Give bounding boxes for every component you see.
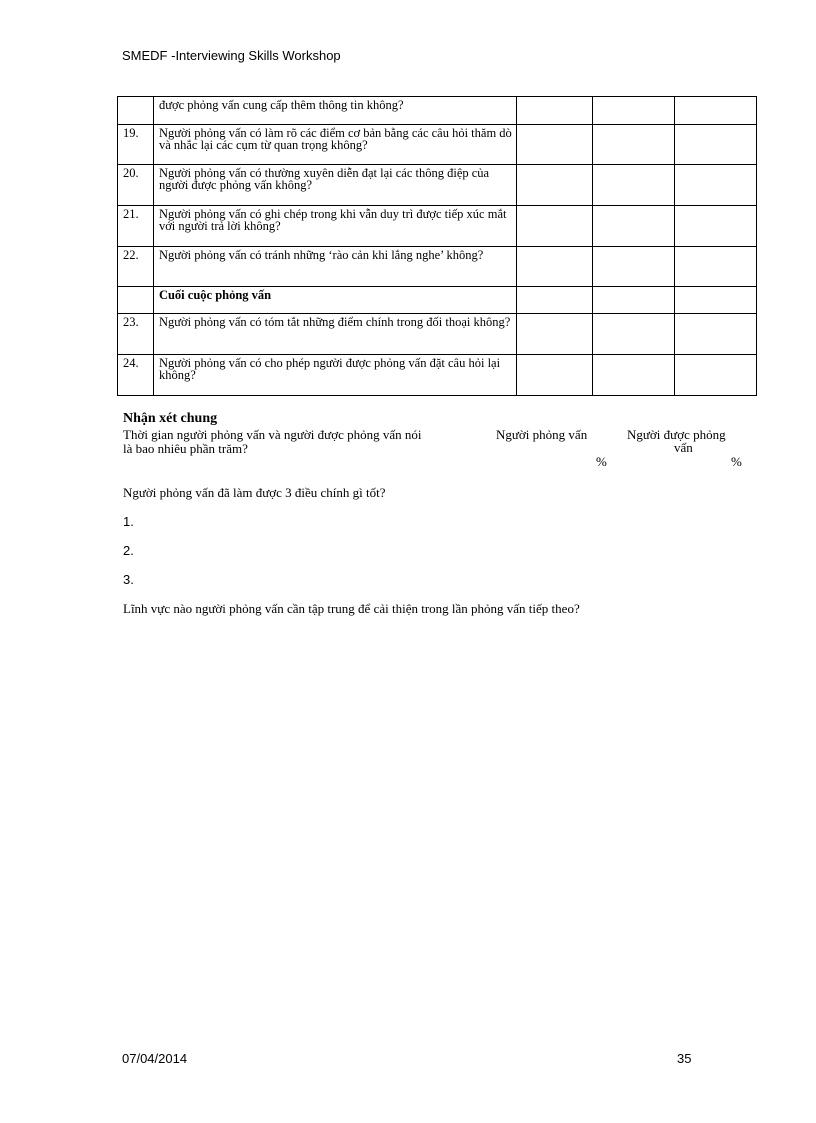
question-number: 20. [118, 165, 154, 206]
evaluation-table [117, 96, 757, 396]
answer-cell [517, 287, 593, 314]
footer-date: 07/04/2014 [122, 1051, 188, 1066]
question-text: Người phỏng vấn có tóm tắt những điểm chính trong đối thoại không? [153, 314, 516, 355]
question-text: Người phỏng vấn có tránh những ‘rào cản khi lắng nghe’ không? [153, 247, 516, 287]
answer-cell [517, 206, 593, 247]
time-question-line1: Thời gian người phỏng vấn và người được phỏng vấn nói [123, 427, 422, 442]
question-number [118, 287, 154, 314]
question-number: 21. [118, 206, 154, 247]
question-number: 23. [118, 314, 154, 355]
answer-cell [675, 125, 757, 165]
answer-cell [675, 287, 757, 314]
table-row [118, 355, 757, 396]
table-row [118, 314, 757, 355]
question-text: Cuối cuộc phỏng vấn [153, 287, 516, 314]
improve-question: Lĩnh vực nào người phỏng vấn cần tập trung để cải thiện trong lần phỏng vấn tiếp theo? [123, 601, 580, 616]
answer-cell [517, 97, 593, 125]
interviewer-column-label: Người phỏng vấn [496, 427, 588, 442]
answer-cell [517, 314, 593, 355]
answer-cell [517, 247, 593, 287]
answer-cell [675, 97, 757, 125]
answer-cell [675, 206, 757, 247]
answer-cell [517, 165, 593, 206]
table-row [118, 97, 757, 125]
summary-title: Nhận xét chung [123, 411, 218, 426]
interviewee-percent: % [731, 454, 742, 469]
interviewee-column-label-cont: vấn [674, 440, 693, 455]
table-row [118, 165, 757, 206]
answer-cell [675, 247, 757, 287]
answer-cell [592, 206, 675, 247]
good-things-question: Người phỏng vấn đã làm được 3 điều chính gì tốt? [123, 485, 386, 500]
section-row [118, 287, 757, 314]
answer-cell [592, 355, 675, 396]
list-item: 1. [123, 514, 134, 529]
answer-cell [592, 247, 675, 287]
question-number: 22. [118, 247, 154, 287]
interviewer-percent: % [596, 454, 607, 469]
interviewee-column-label: Người được phỏng [627, 427, 726, 442]
question-text: Người phỏng vấn có ghi chép trong khi vẫn duy trì được tiếp xúc mắt với người trả lời không? [153, 206, 516, 247]
table-row [118, 206, 757, 247]
question-number: 19. [118, 125, 154, 165]
answer-cell [592, 287, 675, 314]
answer-cell [592, 125, 675, 165]
question-text: Người phỏng vấn có làm rõ các điểm cơ bản bằng các câu hỏi thăm dò và nhắc lại các cụm từ quan trọng không? [153, 125, 516, 165]
question-number [118, 97, 154, 125]
question-text: Người phỏng vấn có cho phép người được phỏng vấn đặt câu hỏi lại không? [153, 355, 516, 396]
table-row [118, 247, 757, 287]
question-text: Người phỏng vấn có thường xuyên diễn đạt lại các thông điệp của người được phỏng vấn không? [153, 165, 516, 206]
answer-cell [517, 125, 593, 165]
list-item: 2. [123, 543, 134, 558]
time-question-line2: là bao nhiêu phần trăm? [123, 441, 248, 456]
list-item: 3. [123, 572, 134, 587]
question-text: được phỏng vấn cung cấp thêm thông tin không? [153, 97, 516, 125]
answer-cell [592, 165, 675, 206]
document-header: SMEDF -Interviewing Skills Workshop [122, 48, 341, 63]
question-number: 24. [118, 355, 154, 396]
answer-cell [517, 355, 593, 396]
answer-cell [675, 355, 757, 396]
answer-cell [592, 314, 675, 355]
page-number: 35 [677, 1051, 692, 1066]
table-row [118, 125, 757, 165]
answer-cell [592, 97, 675, 125]
answer-cell [675, 165, 757, 206]
answer-cell [675, 314, 757, 355]
